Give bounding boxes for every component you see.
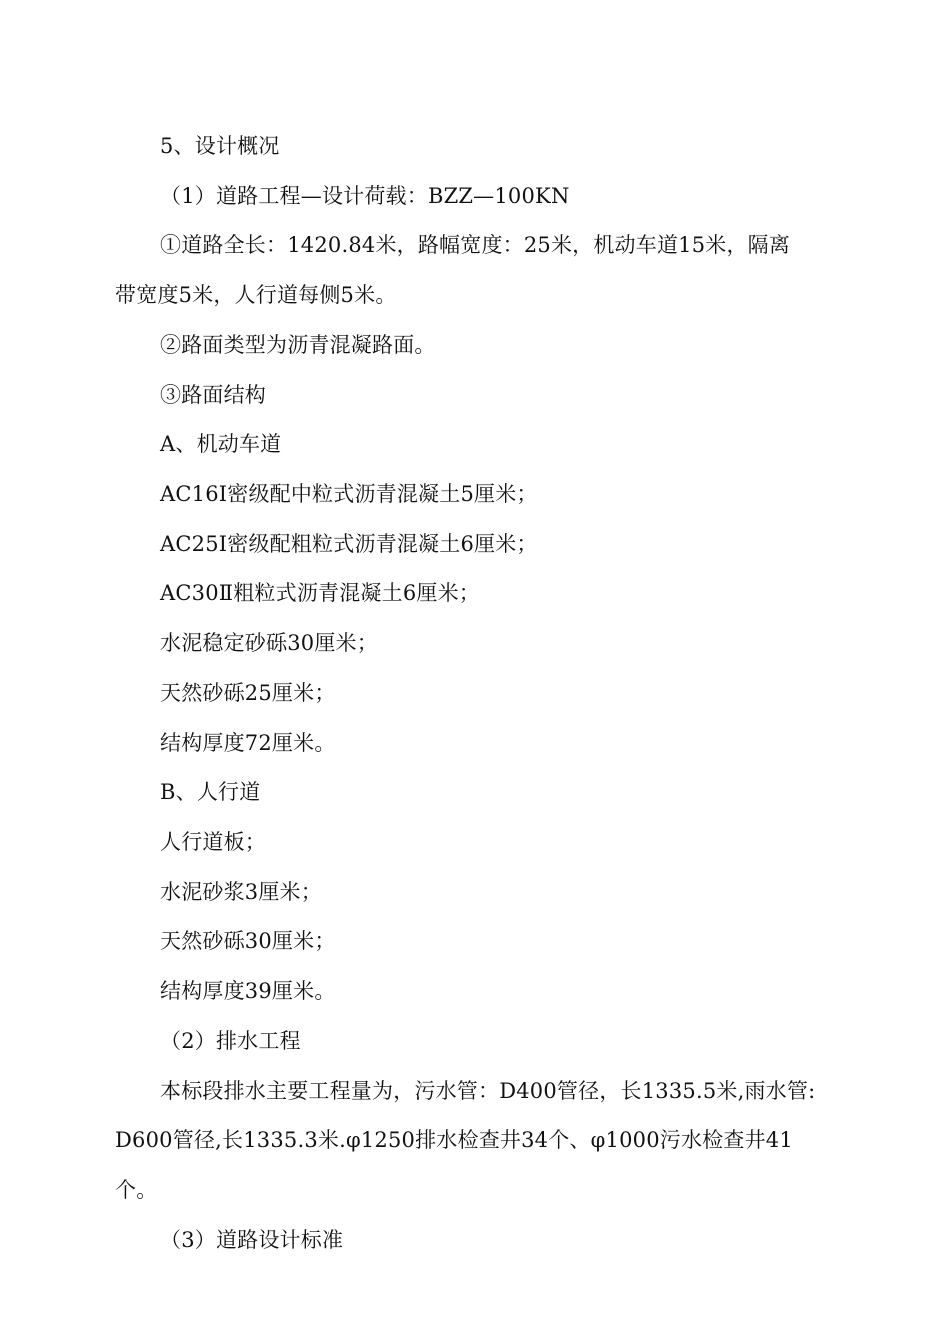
list-item: AC16Ⅰ密级配中粒式沥青混凝土5厘米； [160, 482, 538, 506]
paragraph-line: ②路面类型为沥青混凝路面。 [160, 333, 436, 357]
paragraph-line: ①道路全长：1420.84米，路幅宽度：25米，机动车道15米，隔离 [160, 233, 791, 257]
list-item: 结构厚度39厘米。 [160, 979, 336, 1003]
subsection-heading-road: （1）道路工程—设计荷载：BZZ—100KN [160, 184, 570, 208]
paragraph-line: 本标段排水主要工程量为，污水管：D400管径，长1335.5米,雨水管: [160, 1079, 816, 1103]
list-item: 水泥砂浆3厘米； [160, 880, 322, 904]
paragraph-line: ③路面结构 [160, 383, 266, 407]
paragraph-line: D600管径,长1335.3米.φ1250排水检查井34个、φ1000污水检查井41 [115, 1128, 793, 1152]
list-item: AC25Ⅰ密级配粗粒式沥青混凝土6厘米； [160, 532, 538, 556]
list-item: 人行道板； [160, 830, 266, 854]
section-heading: 5、设计概况 [160, 134, 280, 158]
list-item: 天然砂砾30厘米； [160, 929, 336, 953]
paragraph-line: 个。 [115, 1178, 158, 1202]
list-item: 结构厚度72厘米。 [160, 731, 336, 755]
list-heading: B、人行道 [160, 780, 261, 804]
list-item: 天然砂砾25厘米； [160, 681, 336, 705]
paragraph-line: 带宽度5米，人行道每侧5米。 [115, 283, 397, 307]
list-item: 水泥稳定砂砾30厘米； [160, 631, 378, 655]
list-item: AC30Ⅱ粗粒式沥青混凝土6厘米； [160, 581, 480, 605]
subsection-heading-standards: （3）道路设计标准 [160, 1228, 344, 1252]
subsection-heading-drainage: （2）排水工程 [160, 1029, 301, 1053]
list-heading: A、机动车道 [160, 432, 282, 456]
